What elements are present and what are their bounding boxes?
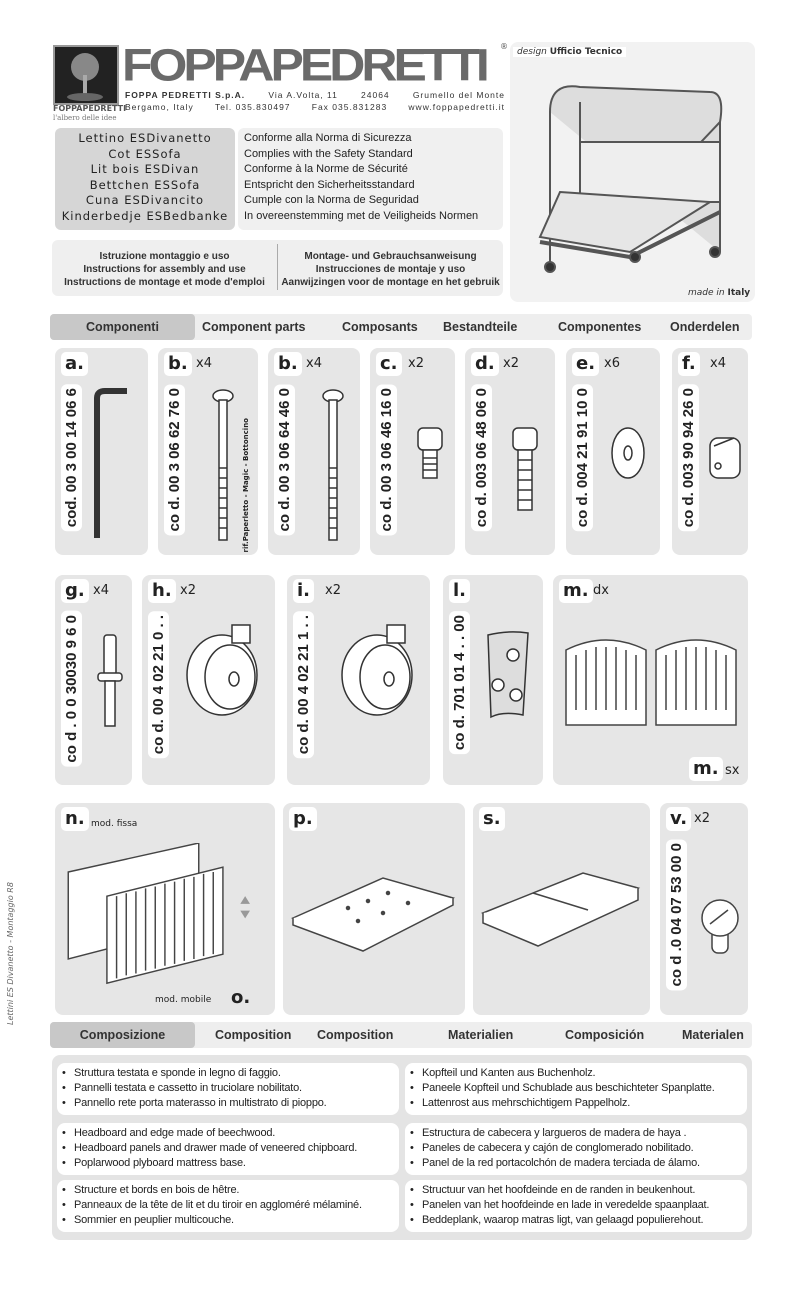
materials-card — [57, 1123, 399, 1175]
made-in: made in Italy — [688, 288, 751, 298]
part-code: co d. 00 3 06 64 46 0 — [274, 384, 295, 535]
part-card — [55, 348, 148, 555]
part-code: co d. 701 01 4 . . 00 — [449, 611, 470, 754]
material-item: • Headboard panels and drawer made of veneered chipboard. — [62, 1141, 394, 1156]
material-item: • Panel de la red portacolchón de madera terciada de álamo. — [410, 1156, 742, 1171]
material-item: • Beddeplank, waarop matras ligt, van gelaagd populierehout. — [410, 1213, 742, 1228]
headboard-icon — [561, 625, 741, 735]
part-code: co d. 004 21 91 10 0 — [572, 384, 593, 531]
part-card — [566, 348, 660, 555]
long-bolt-icon — [203, 388, 243, 548]
part-label: h. — [148, 579, 176, 603]
band-item: Composition — [317, 1028, 394, 1042]
band-item: Composición — [565, 1028, 645, 1042]
part-v-card — [660, 803, 748, 1015]
materials-card — [57, 1180, 399, 1232]
part-label: b. — [164, 352, 192, 376]
part-code: co d. 003 90 94 26 0 — [678, 384, 699, 531]
material-item: • Pannello rete porta materasso in multistrato di pioppo. — [62, 1096, 394, 1111]
part-label: o. — [231, 987, 251, 1008]
instructions-line: Instructions for assembly and use — [83, 264, 246, 275]
logo-tagline: l'albero delle idee — [53, 114, 117, 122]
compliance-line: Conforme à la Norme de Sécurité — [244, 163, 408, 175]
hex-screw-icon — [505, 388, 545, 518]
materials-card — [405, 1123, 747, 1175]
compliance-line: Entspricht den Sicherheitsstandard — [244, 178, 415, 191]
materials-card — [57, 1063, 399, 1115]
compliance-line: Cumple con la Norma de Seguridad — [244, 194, 419, 206]
part-quantity: x4 — [306, 356, 322, 371]
compliance-line: Conforme alla Norma di Sicurezza — [244, 132, 412, 144]
mattress-base-icon — [288, 873, 458, 953]
cam-lock-icon — [698, 898, 743, 958]
crib-illustration — [510, 42, 755, 302]
part-card — [287, 575, 430, 785]
composition-band — [50, 1022, 752, 1048]
part-card — [672, 348, 748, 555]
address-line-1 — [125, 90, 505, 100]
part-label: e. — [572, 352, 599, 376]
part-quantity: x2 — [503, 356, 519, 371]
components-band — [50, 314, 752, 340]
instructions-line: Instructions de montage et mode d'emploi — [64, 277, 265, 288]
part-label: b. — [274, 352, 302, 376]
city: Bergamo, Italy — [125, 102, 194, 112]
part-quantity: x2 — [180, 583, 196, 598]
part-label: f. — [678, 352, 700, 376]
part-card — [443, 575, 543, 785]
instructions-right — [278, 250, 503, 296]
part-label: v. — [666, 807, 691, 831]
product-name: Bettchen ESSofa — [89, 177, 201, 192]
product-name: Lit bois ESDivan — [90, 162, 200, 176]
drawer-icon — [478, 868, 643, 948]
product-names — [55, 128, 235, 230]
instructions-line: Aanwijzingen voor de montage en het gebruik — [281, 277, 500, 288]
part-label: m. — [689, 757, 723, 781]
product-name: Lettino ESDivanetto — [78, 131, 212, 145]
phone: Tel. 035.830497 — [215, 102, 291, 112]
band-item: Component parts — [202, 320, 306, 334]
design-credit: design Ufficio Tecnico — [513, 47, 626, 57]
part-label: g. — [61, 579, 89, 603]
instructions-line: Instrucciones de montaje y uso — [315, 264, 466, 275]
part-code: co d .0 04 07 53 00 0 — [666, 839, 687, 990]
band-title: Composizione — [50, 1022, 195, 1048]
material-item: • Lattenrost aus mehrschichtigem Pappelholz. — [410, 1096, 742, 1111]
logo-text: FOPPAPEDRETTI — [53, 104, 127, 113]
material-item: • Headboard and edge made of beechwood. — [62, 1126, 394, 1141]
part-card — [142, 575, 275, 785]
part-label: c. — [376, 352, 402, 376]
instructions-title — [52, 240, 503, 296]
part-n-o-card — [55, 803, 275, 1015]
part-code: co d. 00 3 06 62 76 0 — [164, 384, 185, 535]
part-note: mod. mobile — [155, 995, 212, 1005]
part-label: m. — [559, 579, 593, 603]
part-label: a. — [61, 352, 88, 376]
barrel-nut-icon — [704, 388, 744, 518]
part-code: co d. 003 06 48 06 0 — [471, 384, 492, 531]
side-label: Lettini ES Divanetto - Montaggio R8 — [6, 882, 15, 1025]
material-item: • Sommier en peuplier multicouche. — [62, 1213, 394, 1228]
part-side: dx — [593, 583, 609, 598]
part-m-card — [553, 575, 748, 785]
part-note: rif.Paperletto - Magic - Bottoncino — [242, 418, 250, 553]
part-quantity: x4 — [196, 356, 212, 371]
part-quantity: x4 — [93, 583, 109, 598]
material-item: • Panelen van het hoofdeinde en lade in veredelde spaanplaat. — [410, 1198, 742, 1213]
hardware-bag-icon — [483, 595, 533, 735]
material-item: • Estructura de cabecera y largueros de madera de haya . — [410, 1126, 742, 1141]
part-s-card — [473, 803, 650, 1015]
material-item: • Struttura testata e sponde in legno di faggio. — [62, 1066, 394, 1081]
band-item: Bestandteile — [443, 320, 518, 334]
instructions-left — [52, 250, 277, 296]
logo-image — [53, 45, 119, 105]
part-quantity: x2 — [694, 811, 710, 826]
part-code: cod. 00 3 00 14 06 6 — [61, 384, 82, 531]
allen-key-icon — [87, 388, 137, 548]
instructions-line: Istruzione montaggio e uso — [99, 251, 230, 262]
fax: Fax 035.831283 — [311, 102, 388, 112]
part-side: sx — [725, 763, 740, 778]
registered-mark: ® — [500, 42, 508, 51]
part-card — [465, 348, 555, 555]
part-label: p. — [289, 807, 317, 831]
material-item: • Structuur van het hoofdeinde en de randen in beukenhout. — [410, 1183, 742, 1198]
long-bolt-icon — [313, 388, 353, 548]
material-item: • Kopfteil und Kanten aus Buchenholz. — [410, 1066, 742, 1081]
part-note: mod. fissa — [91, 819, 138, 829]
band-item: Onderdelen — [670, 320, 740, 334]
address-line-2 — [125, 102, 505, 112]
product-name: Kinderbedje ESBedbanke — [61, 208, 229, 223]
caster-brake-icon — [182, 595, 272, 735]
part-code: co d . 0 0 30030 9 6 0 — [61, 611, 82, 767]
part-card — [370, 348, 455, 555]
material-item: • Pannelli testata e cassetto in truciolare nobilitato. — [62, 1081, 394, 1096]
pin-icon — [90, 605, 130, 735]
part-card — [268, 348, 360, 555]
band-item: Materialen — [682, 1028, 744, 1042]
materials-box — [52, 1055, 752, 1240]
part-quantity: x2 — [408, 356, 424, 371]
company-name: FOPPA PEDRETTI S.p.A. — [125, 90, 246, 100]
material-item: • Paneles de cabecera y cajón de conglomerado nobilitado. — [410, 1141, 742, 1156]
band-item: Composition — [215, 1028, 292, 1042]
instructions-line: Montage- und Gebrauchsanweisung — [304, 251, 477, 262]
band-title: Componenti — [50, 314, 195, 340]
part-code: co d. 00 3 06 46 16 0 — [376, 384, 397, 535]
band-item: Composants — [342, 320, 418, 334]
product-name: Cot ESSofa — [108, 146, 182, 161]
material-item: • Poplarwood plyboard mattress base. — [62, 1156, 394, 1171]
part-quantity: x6 — [604, 356, 620, 371]
material-item: • Structure et bords en bois de hêtre. — [62, 1183, 394, 1198]
part-label: l. — [449, 579, 470, 603]
part-card — [158, 348, 258, 555]
compliance-list — [238, 128, 503, 230]
part-quantity: x4 — [710, 356, 726, 371]
washer-icon — [606, 388, 651, 518]
brand-name: FOPPAPEDRETTI — [122, 39, 486, 91]
website: www.foppapedretti.it — [408, 102, 505, 112]
compliance-line: In overeenstemming met de Veiligheids Normen — [244, 209, 479, 222]
street: Via A.Volta, 11 — [268, 90, 338, 100]
materials-card — [405, 1180, 747, 1232]
side-rails-icon — [60, 843, 265, 988]
product-name: Cuna ESDivancito — [85, 193, 205, 207]
materials-card — [405, 1063, 747, 1115]
town: Grumello del Monte — [412, 90, 505, 100]
part-label: n. — [61, 807, 89, 831]
material-item: • Paneele Kopfteil und Schublade aus beschichteter Spanplatte. — [410, 1081, 742, 1096]
part-card — [55, 575, 132, 785]
compliance-line: Complies with the Safety Standard — [244, 147, 413, 160]
caster-icon — [337, 595, 427, 735]
part-label: i. — [293, 579, 314, 603]
band-item: Materialien — [448, 1028, 514, 1042]
part-label: s. — [479, 807, 505, 831]
part-quantity: x2 — [325, 583, 341, 598]
short-screw-icon — [410, 388, 450, 508]
band-item: Componentes — [558, 320, 642, 334]
part-p-card — [283, 803, 465, 1015]
part-code: co d. 00 4 02 21 1 . . — [293, 611, 314, 758]
part-label: d. — [471, 352, 499, 376]
postcode: 24064 — [361, 90, 390, 100]
part-code: co d. 00 4 02 21 0 . . — [148, 611, 169, 758]
material-item: • Panneaux de la tête de lit et du tiroir en aggloméré mélaminé. — [62, 1198, 394, 1213]
